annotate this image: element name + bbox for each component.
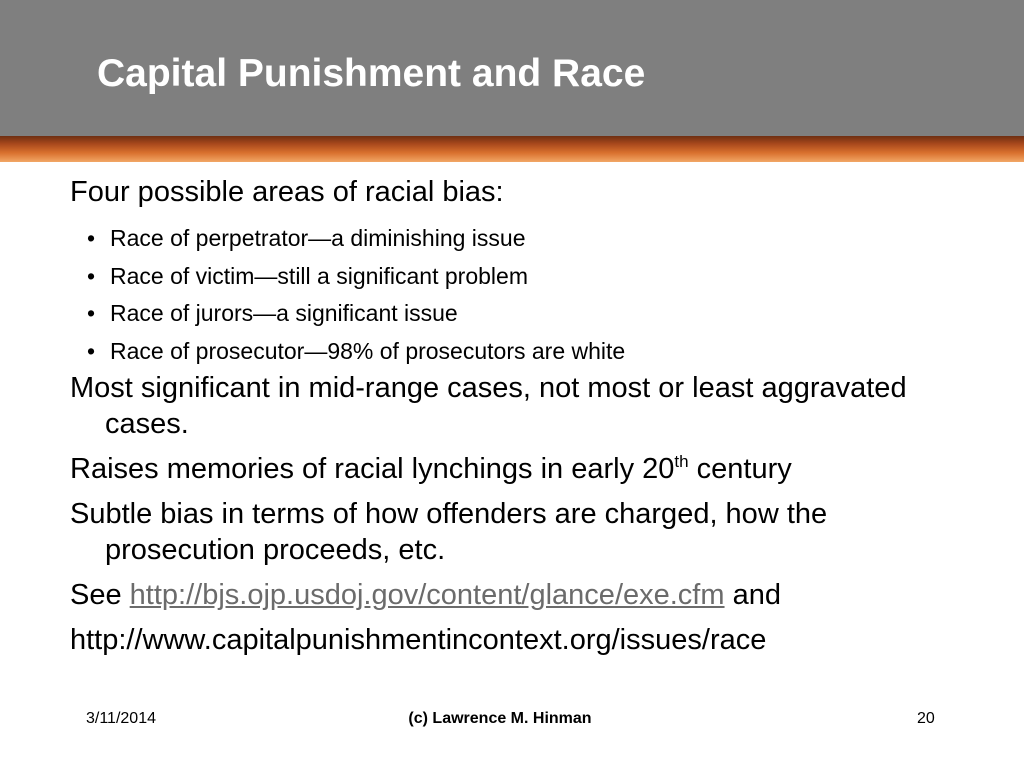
list-item-text: Race of victim—still a significant problem [110, 262, 528, 289]
slide-body [70, 174, 970, 658]
see-suffix: and [724, 579, 781, 611]
bullet-icon: • [87, 225, 96, 251]
point-lynchings-suffix: century [688, 453, 792, 485]
list-item-text: Race of jurors—a significant issue [110, 300, 458, 326]
point-lynchings-text: Raises memories of racial lynchings in early 20 [70, 453, 675, 485]
accent-band [0, 136, 1024, 162]
bullet-icon: • [87, 337, 96, 364]
bullet-icon: • [87, 300, 96, 326]
point-subtle-bias: Subtle bias in terms of how offenders are charged, how the prosecution proceeds, etc. [70, 498, 828, 566]
superscript-th: th [674, 452, 689, 471]
footer-date: 3/11/2014 [86, 710, 156, 727]
list-item [70, 258, 970, 296]
slide-title: Capital Punishment and Race [97, 52, 646, 95]
intro-text: Four possible areas of racial bias: [70, 176, 504, 208]
see-prefix: See [70, 579, 130, 611]
point-lynchings [70, 451, 970, 487]
see-line [70, 577, 970, 613]
list-item [70, 220, 970, 258]
list-item-text: Race of perpetrator—a diminishing issue [110, 225, 526, 251]
page-number: 20 [917, 710, 935, 727]
list-item [70, 295, 970, 333]
list-item-text: Race of prosecutor—98% of prosecutors are white [110, 337, 626, 364]
bjs-link[interactable]: http://bjs.ojp.usdoj.gov/content/glance/exe.cfm [129, 579, 725, 611]
bullet-icon: • [87, 262, 96, 289]
url-line: http://www.capitalpunishmentincontext.org/issues/race [70, 624, 767, 656]
bias-list [70, 220, 970, 370]
point-mid-range: Most significant in mid-range cases, not most or least aggravated cases. [70, 372, 907, 440]
list-item [70, 333, 970, 371]
footer-author: (c) Lawrence M. Hinman [408, 710, 592, 727]
